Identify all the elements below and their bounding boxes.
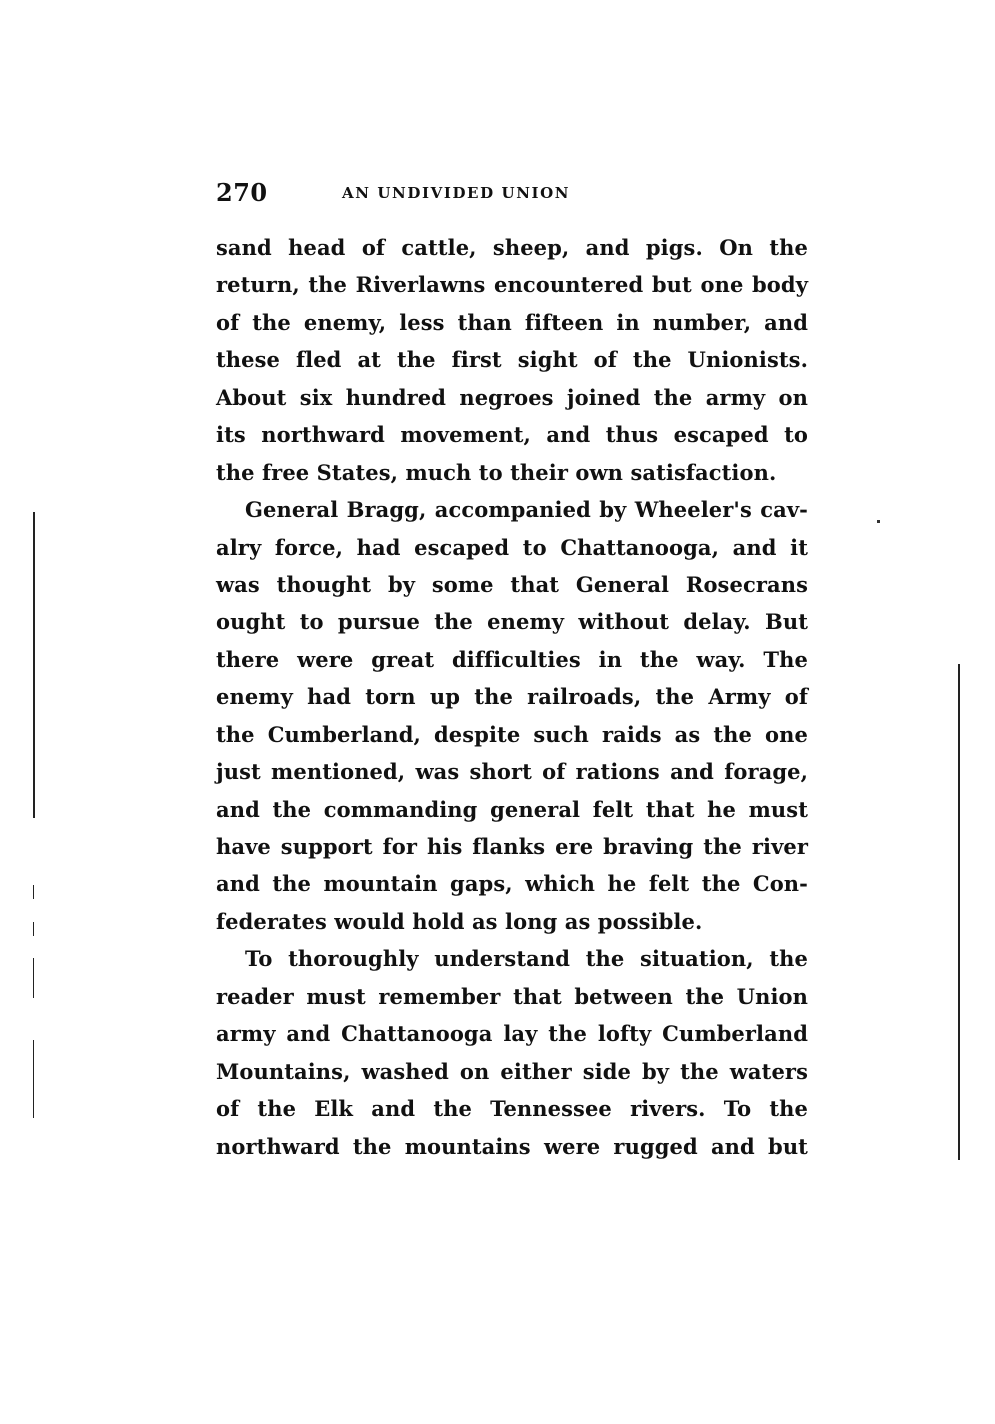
scan-edge-mark (33, 922, 34, 936)
page-number: 270 (216, 178, 268, 207)
text-line: enemy had torn up the railroads, the Army of (216, 684, 808, 710)
text-line: Mountains, washed on either side by the waters (216, 1058, 808, 1084)
text-line: just mentioned, was short of rations and forage, (216, 759, 808, 785)
text-line: army and Chattanooga lay the lofty Cumberland (216, 1021, 808, 1047)
text-line: of the enemy, less than fifteen in number, and (216, 309, 808, 335)
text-line: return, the Riverlawns encountered but one body (216, 272, 808, 298)
text-line: the free States, much to their own satisfaction. (216, 459, 777, 485)
text-line: and the mountain gaps, which he felt the Con- (216, 871, 808, 897)
running-title: AN UNDIVIDED UNION (342, 184, 571, 202)
text-line: and the commanding general felt that he must (216, 796, 808, 822)
text-line: of the Elk and the Tennessee rivers. To the (216, 1096, 808, 1122)
text-line: To thoroughly understand the situation, the (245, 946, 808, 972)
text-line: there were great difficulties in the way. The (216, 646, 808, 672)
text-line: its northward movement, and thus escaped to (216, 422, 808, 448)
text-line: About six hundred negroes joined the army on (216, 384, 808, 410)
text-line: General Bragg, accompanied by Wheeler's cav- (245, 497, 808, 523)
scan-edge-mark (33, 512, 35, 818)
scan-edge-mark (33, 1040, 34, 1118)
scan-speck (877, 520, 880, 523)
text-line: these fled at the first sight of the Unionists. (216, 347, 808, 373)
page-header (216, 178, 808, 212)
scan-edge-mark (958, 664, 960, 1160)
body-text (216, 229, 808, 1165)
text-line: federates would hold as long as possible. (216, 908, 703, 934)
text-line: the Cumberland, despite such raids as the one (216, 721, 808, 747)
scan-edge-mark (33, 885, 34, 899)
text-line: northward the mountains were rugged and but (216, 1133, 808, 1159)
text-line: sand head of cattle, sheep, and pigs. On the (216, 235, 808, 260)
text-line: ought to pursue the enemy without delay. But (216, 609, 808, 635)
text-line: have support for his flanks ere braving the river (216, 834, 808, 859)
text-line: alry force, had escaped to Chattanooga, and it (216, 534, 808, 560)
scan-edge-mark (33, 958, 34, 998)
text-line: reader must remember that between the Union (216, 983, 808, 1009)
text-line: was thought by some that General Rosecrans (216, 571, 808, 597)
